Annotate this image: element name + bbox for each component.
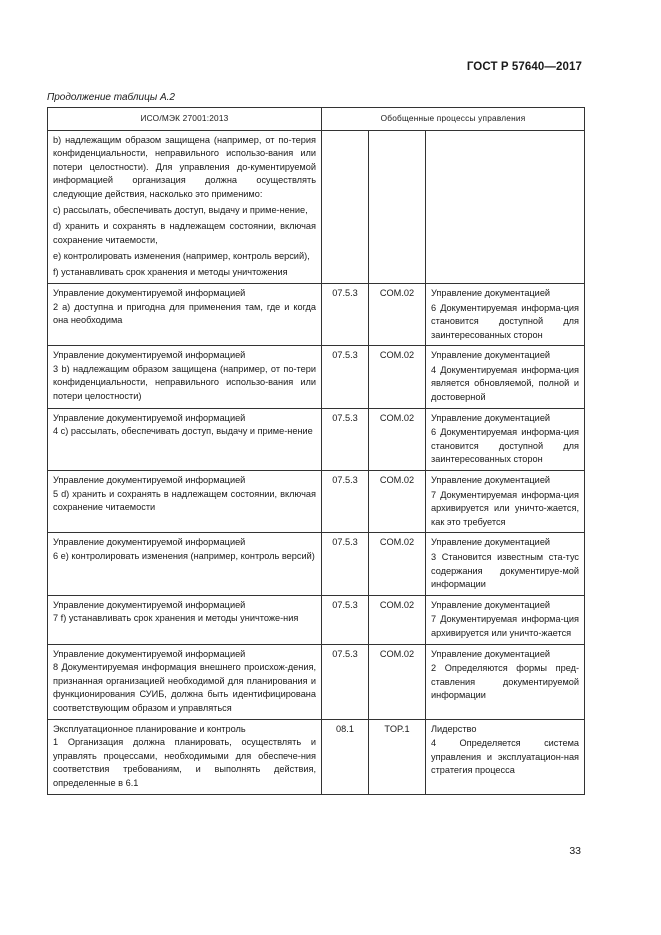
requirement-text: 2 а) доступна и пригодна для применения там, где и когда она необходима: [53, 301, 316, 326]
continuation-text: c) рассылать, обеспечивать доступ, выдачу и приме-нение,: [53, 205, 308, 216]
requirement-text: 4 с) рассылать, обеспечивать доступ, выдачу и приме-нение: [53, 426, 313, 437]
table-row: [48, 346, 585, 408]
process-cell: [426, 533, 585, 595]
code-cell: TOP.1: [369, 719, 426, 794]
code-cell: [369, 130, 426, 283]
table-row-continuation: [48, 130, 585, 283]
requirement-cell: [48, 719, 322, 794]
process-cell: [426, 130, 585, 283]
requirement-text: 8 Документируемая информация внешнего происхож-дения, признанная организацией необходимой для планирования и функционирования СУИБ, должна быть идентифицирована соответствующим образом и управляться: [53, 662, 316, 713]
process-title: Управление документацией: [431, 648, 551, 659]
process-cell: [426, 719, 585, 794]
requirement-text: 1 Организация должна планировать, осуществлять и управлять процессами, необходимыми для обеспече-ния соответствия требованиям, и выполнять действия, определенные в 6.1: [53, 737, 316, 788]
clause-cell: 07.5.3: [322, 595, 369, 644]
table-header-row: [48, 108, 585, 131]
requirement-cell: [48, 408, 322, 470]
requirement-title: Управление документируемой информацией: [53, 287, 246, 298]
process-text: 3 Становится известным ста-тус содержания документируе-мой информации: [431, 552, 580, 590]
process-text: 6 Документируемая информа-ция становится доступной для заинтересованных сторон: [431, 427, 580, 465]
process-text: 7 Документируемая информа-ция архивируется или уничто-жается, как это требуется: [431, 489, 580, 527]
clause-cell: [322, 130, 369, 283]
requirement-cell: [48, 533, 322, 595]
process-title: Управление документацией: [431, 537, 551, 548]
process-text: 6 Документируемая информа-ция становится доступной для заинтересованных сторон: [431, 302, 580, 340]
requirement-text: 3 b) надлежащим образом защищена (например, от по-тери конфиденциальности, неправильного использо-вания или потери целостности): [53, 363, 316, 402]
process-cell: [426, 346, 585, 408]
requirement-cell: [48, 283, 322, 345]
requirement-cell: [48, 471, 322, 533]
requirement-title: Управление документируемой информацией: [53, 599, 246, 610]
table-row: [48, 595, 585, 644]
process-cell: [426, 471, 585, 533]
requirement-cell: [48, 346, 322, 408]
process-cell: [426, 595, 585, 644]
requirement-title: Управление документируемой информацией: [53, 537, 246, 548]
clause-cell: 07.5.3: [322, 346, 369, 408]
continuation-text: d) хранить и сохранять в надлежащем состоянии, включая сохранение читаемости,: [53, 221, 316, 245]
table-row: [48, 533, 585, 595]
code-cell: COM.02: [369, 533, 426, 595]
code-cell: COM.02: [369, 346, 426, 408]
process-title: Управление документацией: [431, 350, 551, 361]
code-cell: COM.02: [369, 471, 426, 533]
code-cell: COM.02: [369, 408, 426, 470]
requirement-title: Управление документируемой информацией: [53, 475, 246, 486]
clause-cell: 07.5.3: [322, 283, 369, 345]
process-title: Управление документацией: [431, 412, 551, 423]
requirement-title: Эксплуатационное планирование и контроль: [53, 723, 246, 734]
process-cell: [426, 644, 585, 719]
requirement-cell: [48, 595, 322, 644]
process-text: 2 Определяются формы пред-ставления документируемой информации: [431, 663, 580, 701]
table-row: [48, 719, 585, 794]
clause-cell: 07.5.3: [322, 471, 369, 533]
process-cell: [426, 408, 585, 470]
table-caption: Продолжение таблицы А.2: [47, 92, 175, 103]
table-row: [48, 408, 585, 470]
process-title: Лидерство: [431, 723, 477, 734]
continuation-text: b) надлежащим образом защищена (например, от по-терия конфиденциальности, неправильного использо-вания или потери целостности). Для управления до-кументируемой информацией организация должна осуществлять следующие действия, насколько это применимо:: [53, 134, 316, 199]
clause-cell: 07.5.3: [322, 408, 369, 470]
table-row: [48, 644, 585, 719]
clause-cell: 07.5.3: [322, 644, 369, 719]
column-header-iso: ИСО/МЭК 27001:2013: [48, 108, 322, 131]
page-number: 33: [569, 845, 581, 857]
table-row: [48, 283, 585, 345]
requirement-cell: [48, 644, 322, 719]
mapping-table: [47, 107, 585, 795]
code-cell: COM.02: [369, 595, 426, 644]
requirement-title: Управление документируемой информацией: [53, 648, 246, 659]
requirement-text: 6 е) контролировать изменения (например, контроль версий): [53, 551, 315, 561]
table-row: [48, 471, 585, 533]
process-title: Управление документацией: [431, 287, 551, 298]
process-text: 4 Документируемая информа-ция является обновляемой, полной и достоверной: [431, 364, 580, 403]
requirement-text: 5 d) хранить и сохранять в надлежащем состоянии, включая сохранение читаемости: [53, 488, 316, 513]
code-cell: COM.02: [369, 644, 426, 719]
document-code: ГОСТ Р 57640—2017: [466, 61, 582, 73]
clause-cell: 08.1: [322, 719, 369, 794]
requirement-title: Управление документируемой информацией: [53, 412, 246, 423]
requirement-title: Управление документируемой информацией: [53, 350, 246, 361]
process-text: 7 Документируемая информа-ция архивируется или уничто-жается: [431, 614, 580, 638]
process-text: 4 Определяется система управления и эксплуатацион-ная стратегия процесса: [431, 738, 580, 776]
requirement-cell: [48, 130, 322, 283]
continuation-text: e) контролировать изменения (например, контроль версий),: [53, 251, 310, 262]
process-title: Управление документацией: [431, 475, 551, 486]
clause-cell: 07.5.3: [322, 533, 369, 595]
requirement-text: 7 f) устанавливать срок хранения и методы уничтоже-ния: [53, 613, 299, 624]
continuation-text: f) устанавливать срок хранения и методы уничтожения: [53, 267, 288, 278]
process-cell: [426, 283, 585, 345]
code-cell: COM.02: [369, 283, 426, 345]
process-title: Управление документацией: [431, 599, 551, 610]
column-header-processes: Обобщенные процессы управления: [322, 108, 585, 131]
